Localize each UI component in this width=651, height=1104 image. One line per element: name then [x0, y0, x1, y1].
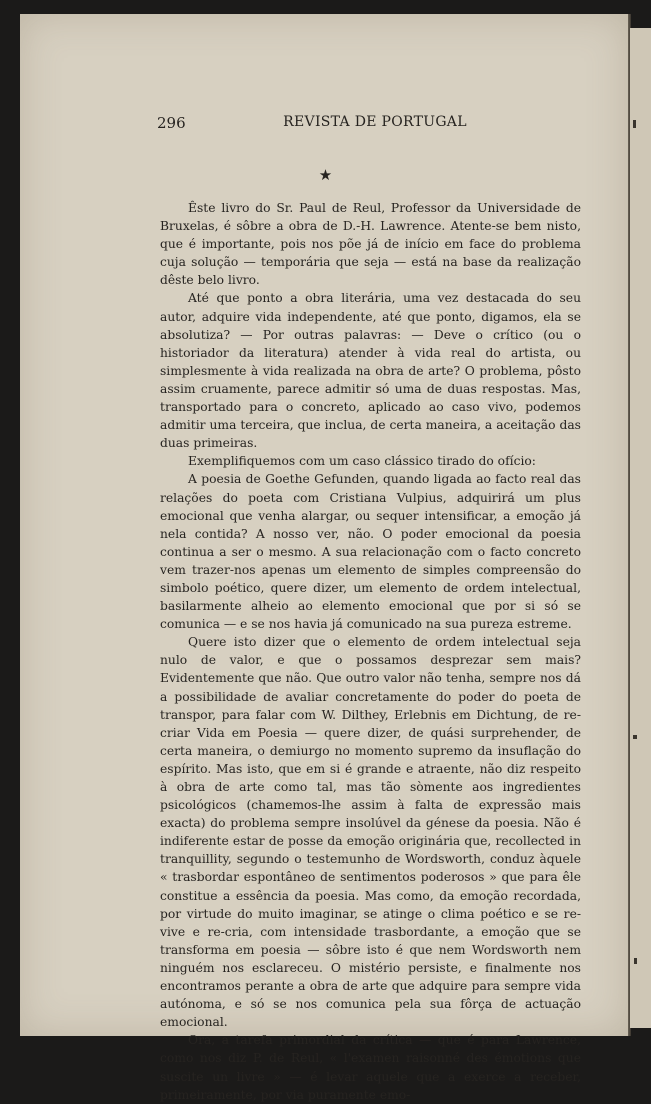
page-edge-mark	[634, 958, 637, 964]
page-edge-mark	[633, 120, 636, 128]
paragraph: Exemplifiquemos com um caso clássico tirado do ofício:	[188, 454, 536, 469]
paragraph: A poesia de Goethe Gefunden, quando ligada ao facto real das relações do poeta com Cristiana Vulpius, adquirirá um plus emocional que venha alargar, ou sequer intensificar, a emoção já nela contida? A nosso ver, não. O poder emocional da poesia continua a ser o mesmo. A sua relacionação com o facto concreto vem trazer-nos apenas um elemento de simples compreensão do simbolo poético, quere dizer, um elemento de ordem intelectual, basilarmente alheio ao elemento emocional que por si só se comunica — e se nos havia já comunicado na sua pureza estreme.	[160, 472, 581, 632]
running-title: REVISTA DE PORTUGAL	[283, 114, 467, 130]
paragraph: Êste livro do Sr. Paul de Reul, Professor da Universidade de Bruxelas, é sôbre a obra de D.-H. Lawrence. Atente-se bem nisto, que é importante, pois nos põe já de início em face do problema cuja solução — temporária que seja — está na base da realização dêste belo livro.	[160, 201, 581, 288]
paragraph: Até que ponto a obra literária, uma vez destacada do seu autor, adquire vida independente, até que ponto, digamos, ela se absolutiza? — Por outras palavras: — Deve o crítico (ou o historiador da literatura) atender à vida real do artista, ou simplesmente à vida realizada na obra de arte? O problema, pôsto assim cruamente, parece admitir só uma de duas respostas. Mas, transportado para o concreto, aplicado ao caso vivo, podemos admitir uma terceira, que inclua, de certa maneira, a aceitação das duas primeiras.	[160, 291, 581, 451]
page-number: 296	[157, 114, 186, 132]
paragraph: Ora, a tarefa primordial da crítica — que é para Lawrence, como nos diz P. de Reul, « l'examen raisonné des émotions que suscite un livre » — é levar aquele que a exerce a receber, primeiramente, por via puramente emo-	[160, 1033, 581, 1102]
section-ornament: ★	[318, 166, 333, 184]
page-edge-mark	[633, 735, 637, 739]
article-body	[160, 199, 581, 1104]
page-header	[157, 114, 581, 136]
paragraph: Quere isto dizer que o elemento de ordem intelectual seja nulo de valor, e que o possamos desprezar sem mais? Evidentemente que não. Que outro valor não tenha, sempre nos dá a possibilidade de avaliar concretamente do poder do poeta de transpor, para falar com W. Dilthey, Erlebnis em Dichtung, de re-criar Vida em Poesia — quere dizer, de quási surprehender, de certa maneira, o demiurgo no momento supremo da insuflação do espírito. Mas isto, que em si é grande e atraente, não diz respeito à obra de arte como tal, mas tão sòmente aos ingredientes psicológicos (chamemos-lhe assim à falta de expressão mais exacta) do problema sempre insolúvel da génese da poesia. Não é indiferente estar de posse da emoção originária que, recollected in tranquillity, segundo o testemunho de Wordsworth, conduz àquele « trasbordar espontâneo de sentimentos poderosos » que para êle constitue a essência da poesia. Mas como, da emoção recordada, por virtude do muito imaginar, se atinge o clima poético e se re-vive e re-cria, com intensidade trasbordante, a emoção que se transforma em poesia — sôbre isto é que nem Wordsworth nem ninguém nos esclareceu. O mistério persiste, e finalmente nos encontramos perante a obra de arte que adquire para sempre vida autónoma, e só se nos comunica pela sua fôrça de actuação emocional.	[160, 635, 581, 1030]
